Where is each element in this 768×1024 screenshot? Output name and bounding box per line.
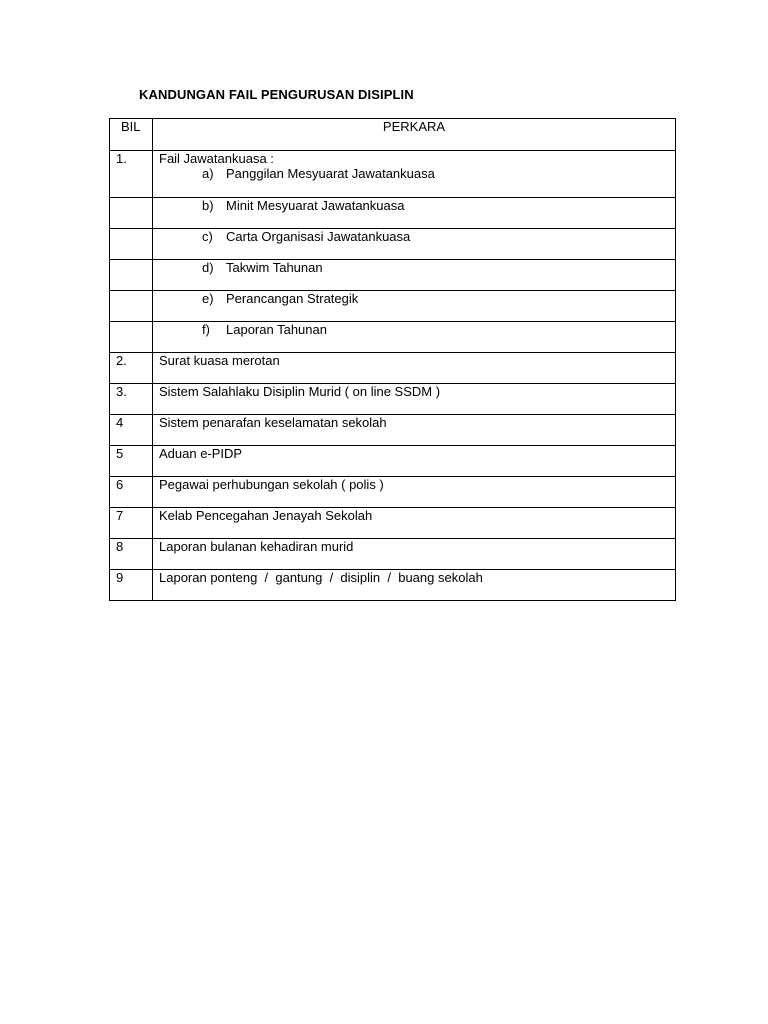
item-label: Fail Jawatankuasa : <box>159 151 274 166</box>
sub-item-text: Panggilan Mesyuarat Jawatankuasa <box>226 166 435 181</box>
perkara-cell <box>153 198 676 229</box>
bil-cell <box>110 229 153 260</box>
sub-item-letter: d) <box>202 260 214 275</box>
table-row <box>110 322 676 353</box>
perkara-cell <box>153 151 676 198</box>
sub-item-text: Minit Mesyuarat Jawatankuasa <box>226 198 405 213</box>
bil-cell: 5 <box>110 446 153 477</box>
table-row <box>110 384 676 415</box>
sub-item-text: Takwim Tahunan <box>226 260 323 275</box>
table-row <box>110 415 676 446</box>
table-header-row <box>110 119 676 151</box>
perkara-cell <box>153 260 676 291</box>
bil-cell: 9 <box>110 570 153 601</box>
sub-item-letter: a) <box>202 166 214 181</box>
perkara-cell: Kelab Pencegahan Jenayah Sekolah <box>153 508 676 539</box>
sub-item <box>159 229 669 244</box>
perkara-cell <box>153 229 676 260</box>
perkara-cell: Sistem penarafan keselamatan sekolah <box>153 415 676 446</box>
table-row <box>110 353 676 384</box>
sub-item-letter: c) <box>202 229 213 244</box>
sub-item-letter: e) <box>202 291 214 306</box>
sub-item-letter: f) <box>202 322 210 337</box>
perkara-cell: Laporan bulanan kehadiran murid <box>153 539 676 570</box>
sub-item-text: Carta Organisasi Jawatankuasa <box>226 229 411 244</box>
bil-cell: 8 <box>110 539 153 570</box>
sub-item <box>159 322 669 337</box>
sub-item <box>159 166 669 181</box>
perkara-cell: Surat kuasa merotan <box>153 353 676 384</box>
perkara-cell: Sistem Salahlaku Disiplin Murid ( on line SSDM ) <box>153 384 676 415</box>
contents-table <box>109 118 676 601</box>
table-row <box>110 198 676 229</box>
table-row <box>110 151 676 198</box>
perkara-cell: Pegawai perhubungan sekolah ( polis ) <box>153 477 676 508</box>
perkara-cell <box>153 291 676 322</box>
table-row <box>110 229 676 260</box>
perkara-cell: Laporan ponteng / gantung / disiplin / buang sekolah <box>153 570 676 601</box>
table-row <box>110 477 676 508</box>
perkara-cell <box>153 322 676 353</box>
sub-item <box>159 260 669 275</box>
table-row <box>110 570 676 601</box>
bil-cell <box>110 260 153 291</box>
header-bil: BIL <box>110 119 153 151</box>
header-perkara: PERKARA <box>153 119 676 151</box>
table-row <box>110 446 676 477</box>
bil-cell: 6 <box>110 477 153 508</box>
bil-cell: 7 <box>110 508 153 539</box>
table-row <box>110 508 676 539</box>
table-row <box>110 291 676 322</box>
bil-cell <box>110 291 153 322</box>
sub-item-text: Laporan Tahunan <box>226 322 327 337</box>
perkara-cell: Aduan e-PIDP <box>153 446 676 477</box>
table-row <box>110 260 676 291</box>
bil-cell: 3. <box>110 384 153 415</box>
bil-cell <box>110 322 153 353</box>
bil-cell: 1. <box>110 151 153 198</box>
bil-cell: 2. <box>110 353 153 384</box>
bil-cell <box>110 198 153 229</box>
bil-cell: 4 <box>110 415 153 446</box>
sub-item <box>159 291 669 306</box>
document-title: KANDUNGAN FAIL PENGURUSAN DISIPLIN <box>139 87 414 102</box>
sub-item <box>159 198 669 213</box>
sub-item-text: Perancangan Strategik <box>226 291 359 306</box>
table-row <box>110 539 676 570</box>
sub-item-letter: b) <box>202 198 214 213</box>
